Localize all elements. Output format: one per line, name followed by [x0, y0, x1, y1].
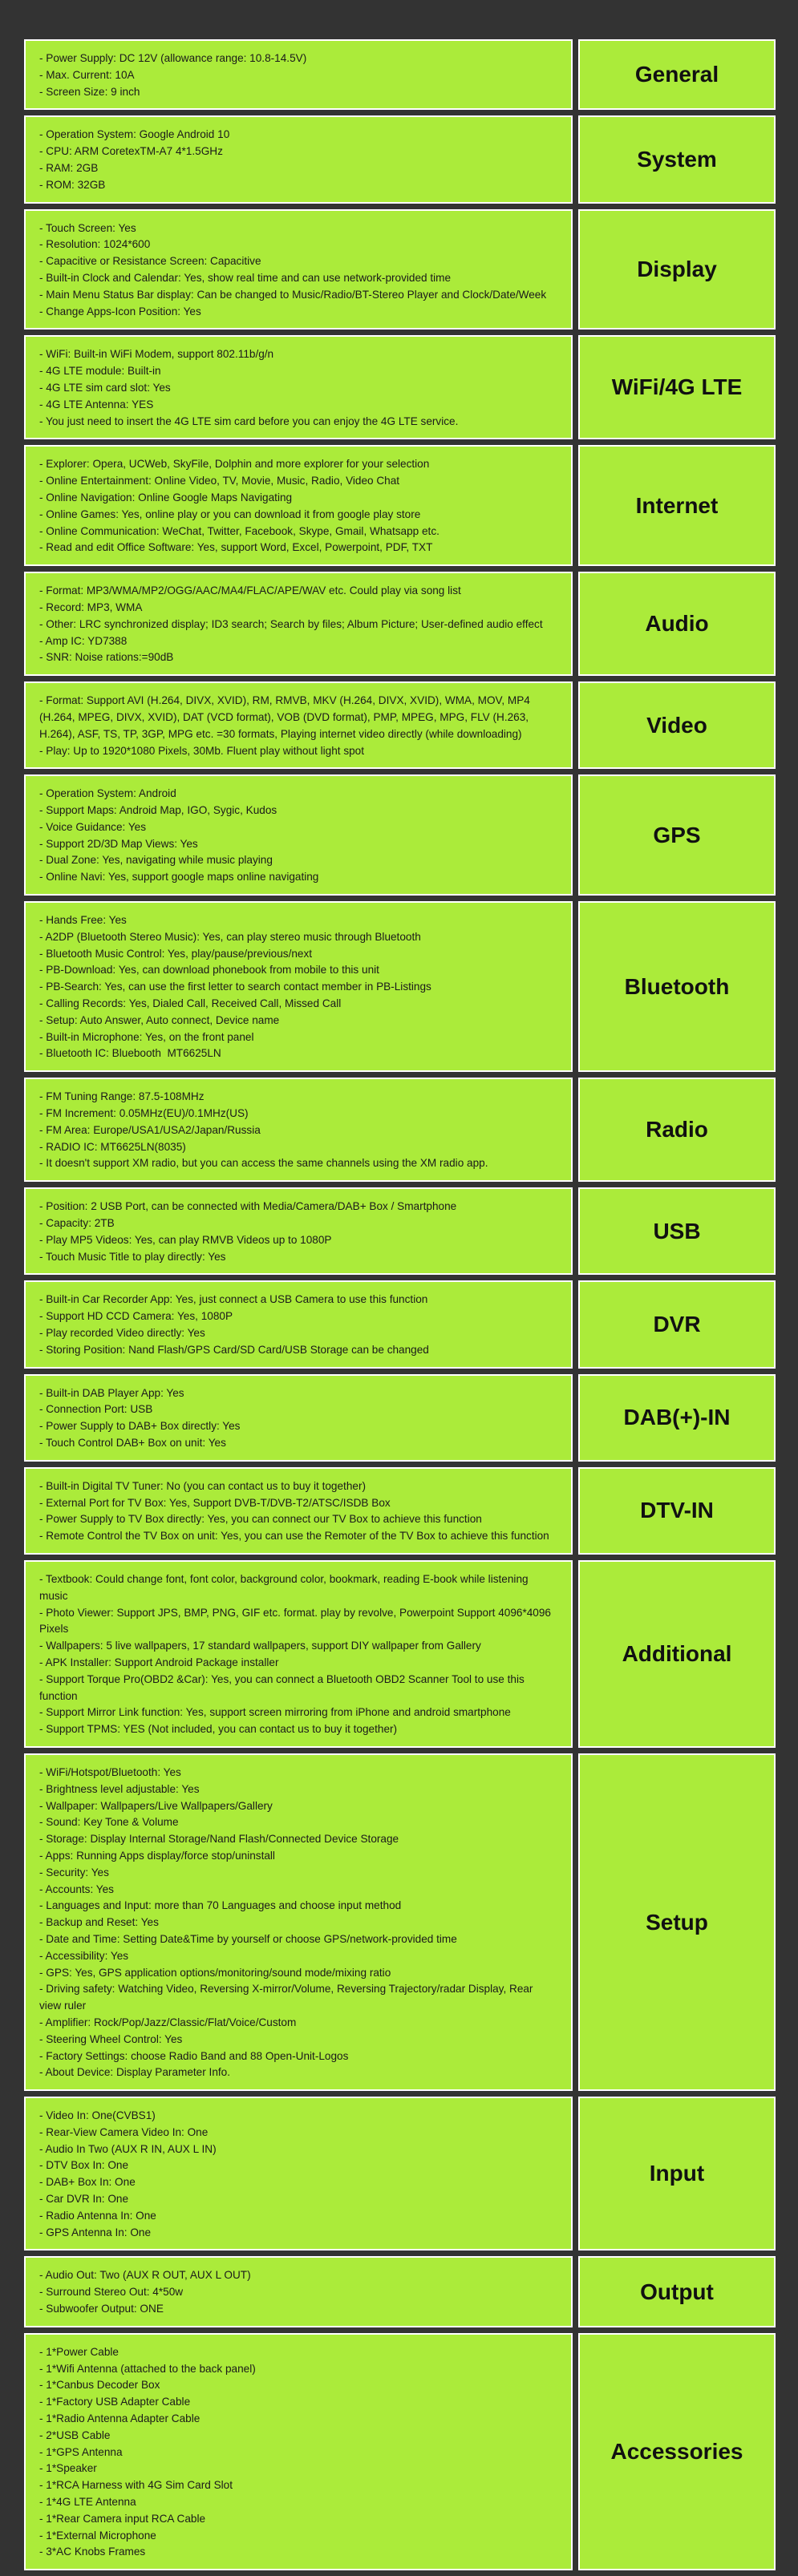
spec-line: - 1*Radio Antenna Adapter Cable — [39, 2412, 201, 2425]
spec-line: - Support Torque Pro(OBD2 &Car): Yes, you can connect a Bluetooth OBD2 Scanner Tool to use this function — [39, 1672, 528, 1702]
spec-line: - Storage: Display Internal Storage/Nand Flash/Connected Device Storage — [39, 1833, 399, 1846]
spec-line: - 1*Rear Camera input RCA Cable — [39, 2512, 206, 2525]
spec-line: - Video In: One(CVBS1) — [39, 2109, 156, 2122]
spec-line: - Accessibility: Yes — [39, 1949, 129, 1962]
spec-line: - 1*Speaker — [39, 2462, 97, 2475]
spec-row — [24, 1753, 776, 2091]
spec-line: - Built-in Microphone: Yes, on the front panel — [39, 1030, 254, 1043]
spec-line: - Power Supply to TV Box directly: Yes, you can connect our TV Box to achieve this function — [39, 1513, 482, 1526]
spec-category-title: DTV-IN — [578, 1467, 776, 1555]
spec-line: - Resolution: 1024*600 — [39, 238, 151, 251]
spec-line: - Built-in Clock and Calendar: Yes, show real time and can use network-provided time — [39, 271, 452, 284]
spec-line: - Online Navigation: Online Google Maps Navigating — [39, 491, 293, 503]
spec-table — [24, 39, 776, 2576]
spec-line: - GPS Antenna In: One — [39, 2226, 152, 2238]
spec-line: - Support Mirror Link function: Yes, support screen mirroring from iPhone and android smartphone — [39, 1706, 511, 1719]
spec-category-title: Setup — [578, 1753, 776, 2091]
spec-category-title: Radio — [578, 1078, 776, 1182]
spec-line: - Backup and Reset: Yes — [39, 1916, 159, 1929]
spec-line: - Screen Size: 9 inch — [39, 85, 140, 98]
spec-row — [24, 901, 776, 1072]
spec-line: - 1*External Microphone — [39, 2529, 156, 2542]
spec-category-title: WiFi/4G LTE — [578, 335, 776, 439]
spec-line: - Car DVR In: One — [39, 2193, 129, 2206]
spec-row — [24, 1078, 776, 1182]
spec-details — [24, 572, 573, 676]
spec-line: - 1*4G LTE Antenna — [39, 2496, 136, 2509]
spec-line: - Wallpaper: Wallpapers/Live Wallpapers/Gallery — [39, 1799, 273, 1812]
spec-line: - Sound: Key Tone & Volume — [39, 1816, 179, 1829]
spec-row — [24, 39, 776, 110]
spec-line: - Factory Settings: choose Radio Band and 88 Open-Unit-Logos — [39, 2049, 349, 2062]
spec-details — [24, 39, 573, 110]
spec-row — [24, 681, 776, 769]
spec-details — [24, 1280, 573, 1368]
spec-line: - 4G LTE Antenna: YES — [39, 398, 154, 410]
spec-line: - Support HD CCD Camera: Yes, 1080P — [39, 1310, 233, 1323]
spec-line: - Play recorded Video directly: Yes — [39, 1327, 205, 1340]
spec-line: - Touch Control DAB+ Box on unit: Yes — [39, 1437, 226, 1449]
spec-details — [24, 1753, 573, 2091]
spec-line: - Built-in Car Recorder App: Yes, just connect a USB Camera to use this function — [39, 1293, 428, 1306]
spec-line: - Format: MP3/WMA/MP2/OGG/AAC/MA4/FLAC/APE/WAV etc. Could play via song list — [39, 584, 461, 597]
spec-category-title: Additional — [578, 1560, 776, 1748]
spec-line: - WiFi: Built-in WiFi Modem, support 802.11b/g/n — [39, 348, 274, 361]
spec-line: - Subwoofer Output: ONE — [39, 2303, 164, 2315]
spec-category-title: GPS — [578, 774, 776, 896]
spec-line: - Format: Support AVI (H.264, DIVX, XVID), RM, RMVB, MKV (H.264, DIVX, XVID), WMA, MOV, MP4 (H.264, MPEG, DIVX, XVID), DAT (VCD format), VOB (DVD format), PMP, MPEG, MPG, FLV (H.263, H.264), ASF, TS, TP, 3GP, MPG etc. =30 formats, Playing internet video directly (while downloading) — [39, 694, 533, 740]
spec-line: - 4G LTE module: Built-in — [39, 365, 161, 378]
spec-line: - Remote Control the TV Box on unit: Yes, you can use the Remoter of the TV Box to achieve this function — [39, 1530, 549, 1543]
spec-line: - DAB+ Box In: One — [39, 2176, 136, 2189]
spec-details — [24, 445, 573, 566]
spec-line: - Capacity: 2TB — [39, 1217, 115, 1230]
spec-line: - Audio In Two (AUX R IN, AUX L IN) — [39, 2142, 217, 2155]
spec-line: - PB-Search: Yes, can use the first letter to search contact member in PB-Listings — [39, 981, 431, 993]
spec-line: - Calling Records: Yes, Dialed Call, Received Call, Missed Call — [39, 997, 342, 1010]
spec-row — [24, 774, 776, 896]
spec-line: - Operation System: Android — [39, 787, 176, 800]
spec-details — [24, 2333, 573, 2570]
spec-line: - Play MP5 Videos: Yes, can play RMVB Videos up to 1080P — [39, 1233, 332, 1246]
spec-line: - Surround Stereo Out: 4*50w — [39, 2286, 184, 2299]
spec-line: - 2*USB Cable — [39, 2428, 111, 2441]
spec-line: - Storing Position: Nand Flash/GPS Card/SD Card/USB Storage can be changed — [39, 1343, 429, 1356]
spec-line: - Brightness level adjustable: Yes — [39, 1782, 200, 1795]
spec-line: - Amplifier: Rock/Pop/Jazz/Classic/Flat/Voice/Custom — [39, 2016, 297, 2028]
spec-line: - External Port for TV Box: Yes, Support DVB-T/DVB-T2/ATSC/ISDB Box — [39, 1496, 391, 1509]
spec-category-title: Output — [578, 2256, 776, 2327]
spec-category-title: Bluetooth — [578, 901, 776, 1072]
spec-line: - Accounts: Yes — [39, 1882, 114, 1895]
spec-line: - Online Games: Yes, online play or you can download it from google play store — [39, 508, 421, 520]
spec-line: - Capacitive or Resistance Screen: Capacitive — [39, 255, 261, 268]
spec-row — [24, 2097, 776, 2250]
spec-line: - APK Installer: Support Android Package installer — [39, 1656, 279, 1668]
spec-line: - 1*Factory USB Adapter Cable — [39, 2396, 191, 2408]
spec-line: - Built-in DAB Player App: Yes — [39, 1386, 184, 1399]
spec-row — [24, 1187, 776, 1275]
spec-details — [24, 901, 573, 1072]
spec-details — [24, 774, 573, 896]
spec-category-title: DAB(+)-IN — [578, 1374, 776, 1462]
spec-details — [24, 1467, 573, 1555]
spec-line: - Driving safety: Watching Video, Reversing X-mirror/Volume, Reversing Trajectory/radar Display, Rear view ruler — [39, 1983, 537, 2012]
spec-line: - 1*Wifi Antenna (attached to the back panel) — [39, 2362, 256, 2375]
spec-details — [24, 209, 573, 330]
spec-row — [24, 335, 776, 439]
spec-line: - 1*Canbus Decoder Box — [39, 2379, 160, 2392]
spec-line: - RAM: 2GB — [39, 161, 99, 174]
spec-details — [24, 1187, 573, 1275]
spec-line: - Change Apps-Icon Position: Yes — [39, 305, 201, 317]
spec-line: - Max. Current: 10A — [39, 68, 135, 81]
spec-line: - FM Increment: 0.05MHz(EU)/0.1MHz(US) — [39, 1107, 249, 1120]
spec-details — [24, 2256, 573, 2327]
spec-details — [24, 681, 573, 769]
spec-row — [24, 209, 776, 330]
spec-details — [24, 1374, 573, 1462]
spec-line: - Read and edit Office Software: Yes, support Word, Excel, Powerpoint, PDF, TXT — [39, 541, 433, 554]
spec-category-title: Audio — [578, 572, 776, 676]
spec-row — [24, 1467, 776, 1555]
spec-details — [24, 335, 573, 439]
spec-line: - 1*Power Cable — [39, 2345, 119, 2358]
spec-line: - Photo Viewer: Support JPS, BMP, PNG, GIF etc. format. play by revolve, Powerpoint Support 4096*4096 Pixels — [39, 1606, 554, 1636]
spec-line: - RADIO IC: MT6625LN(8035) — [39, 1140, 186, 1153]
spec-line: - You just need to insert the 4G LTE sim card before you can enjoy the 4G LTE service. — [39, 415, 459, 427]
spec-category-title: Video — [578, 681, 776, 769]
spec-line: - Voice Guidance: Yes — [39, 820, 147, 833]
spec-line: - A2DP (Bluetooth Stereo Music): Yes, can play stereo music through Bluetooth — [39, 930, 421, 943]
spec-line: - Support Maps: Android Map, IGO, Sygic, Kudos — [39, 804, 277, 817]
spec-line: - Amp IC: YD7388 — [39, 634, 128, 647]
spec-line: - Apps: Running Apps display/force stop/uninstall — [39, 1849, 275, 1862]
spec-line: - Languages and Input: more than 70 Languages and choose input method — [39, 1899, 402, 1912]
spec-line: - Textbook: Could change font, font color, background color, bookmark, reading E-book while listening music — [39, 1572, 532, 1602]
spec-line: - Bluetooth IC: Bluebooth MT6625LN — [39, 1047, 221, 1060]
spec-line: - 4G LTE sim card slot: Yes — [39, 381, 171, 394]
spec-line: - Date and Time: Setting Date&Time by yourself or choose GPS/network-provided time — [39, 1932, 457, 1945]
spec-details — [24, 2097, 573, 2250]
spec-line: - Power Supply to DAB+ Box directly: Yes — [39, 1420, 241, 1433]
spec-details — [24, 115, 573, 203]
spec-category-title: General — [578, 39, 776, 110]
spec-details — [24, 1078, 573, 1182]
spec-details — [24, 1560, 573, 1748]
spec-category-title: Display — [578, 209, 776, 330]
spec-line: - Dual Zone: Yes, navigating while music playing — [39, 854, 273, 867]
spec-line: - Touch Screen: Yes — [39, 221, 136, 234]
spec-category-title: Input — [578, 2097, 776, 2250]
spec-line: - Touch Music Title to play directly: Yes — [39, 1250, 226, 1263]
spec-line: - DTV Box In: One — [39, 2159, 129, 2172]
spec-line: - WiFi/Hotspot/Bluetooth: Yes — [39, 1765, 181, 1778]
spec-line: - Built-in Digital TV Tuner: No (you can contact us to buy it together) — [39, 1479, 366, 1492]
spec-line: - Steering Wheel Control: Yes — [39, 2032, 183, 2045]
spec-line: - Main Menu Status Bar display: Can be changed to Music/Radio/BT-Stereo Player and Clock/Date/Week — [39, 288, 547, 301]
spec-category-title: Accessories — [578, 2333, 776, 2570]
spec-line: - Rear-View Camera Video In: One — [39, 2125, 209, 2138]
spec-line: - Online Entertainment: Online Video, TV, Movie, Music, Radio, Video Chat — [39, 475, 400, 487]
spec-line: - Radio Antenna In: One — [39, 2209, 156, 2222]
spec-line: - Play: Up to 1920*1080 Pixels, 30Mb. Fluent play without light spot — [39, 744, 365, 757]
spec-category-title: USB — [578, 1187, 776, 1275]
spec-line: - Connection Port: USB — [39, 1403, 153, 1416]
spec-row — [24, 1280, 776, 1368]
spec-line: - Online Communication: WeChat, Twitter, Facebook, Skype, Gmail, Whatsapp etc. — [39, 524, 440, 537]
spec-line: - Online Navi: Yes, support google maps online navigating — [39, 871, 319, 884]
spec-line: - About Device: Display Parameter Info. — [39, 2066, 230, 2079]
spec-line: - Support 2D/3D Map Views: Yes — [39, 837, 198, 850]
spec-category-title: DVR — [578, 1280, 776, 1368]
spec-line: - Wallpapers: 5 live wallpapers, 17 standard wallpapers, support DIY wallpaper from Gallery — [39, 1640, 481, 1652]
spec-row — [24, 2256, 776, 2327]
spec-line: - Record: MP3, WMA — [39, 601, 143, 613]
spec-row — [24, 2333, 776, 2570]
spec-line: - Security: Yes — [39, 1866, 109, 1878]
spec-category-title: System — [578, 115, 776, 203]
spec-line: - Explorer: Opera, UCWeb, SkyFile, Dolphin and more explorer for your selection — [39, 458, 430, 471]
spec-line: - 1*RCA Harness with 4G Sim Card Slot — [39, 2479, 233, 2492]
spec-line: - Operation System: Google Android 10 — [39, 128, 230, 141]
spec-line: - Bluetooth Music Control: Yes, play/pause/previous/next — [39, 947, 313, 960]
spec-line: - Hands Free: Yes — [39, 914, 127, 927]
spec-line: - Power Supply: DC 12V (allowance range: 10.8-14.5V) — [39, 52, 307, 64]
spec-line: - Position: 2 USB Port, can be connected with Media/Camera/DAB+ Box / Smartphone — [39, 1200, 457, 1213]
spec-line: - Setup: Auto Answer, Auto connect, Device name — [39, 1013, 280, 1026]
spec-line: - CPU: ARM CoretexTM-A7 4*1.5GHz — [39, 145, 223, 158]
spec-line: - 1*GPS Antenna — [39, 2445, 123, 2458]
spec-line: - ROM: 32GB — [39, 178, 106, 191]
spec-line: - FM Area: Europe/USA1/USA2/Japan/Russia — [39, 1123, 261, 1136]
spec-line: - FM Tuning Range: 87.5-108MHz — [39, 1090, 205, 1103]
spec-row — [24, 445, 776, 566]
spec-line: - GPS: Yes, GPS application options/monitoring/sound mode/mixing ratio — [39, 1966, 391, 1979]
spec-category-title: Internet — [578, 445, 776, 566]
spec-line: - Support TPMS: YES (Not included, you can contact us to buy it together) — [39, 1723, 398, 1736]
spec-row — [24, 1374, 776, 1462]
spec-line: - SNR: Noise rations:=90dB — [39, 651, 174, 664]
spec-row — [24, 572, 776, 676]
spec-line: - PB-Download: Yes, can download phonebook from mobile to this unit — [39, 964, 379, 977]
spec-line: - It doesn't support XM radio, but you can access the same channels using the XM radio app. — [39, 1157, 488, 1170]
spec-line: - 3*AC Knobs Frames — [39, 2546, 146, 2558]
spec-row — [24, 1560, 776, 1748]
spec-row — [24, 115, 776, 203]
spec-line: - Audio Out: Two (AUX R OUT, AUX L OUT) — [39, 2269, 251, 2282]
spec-line: - Other: LRC synchronized display; ID3 search; Search by files; Album Picture; User-defined audio effect — [39, 617, 543, 630]
